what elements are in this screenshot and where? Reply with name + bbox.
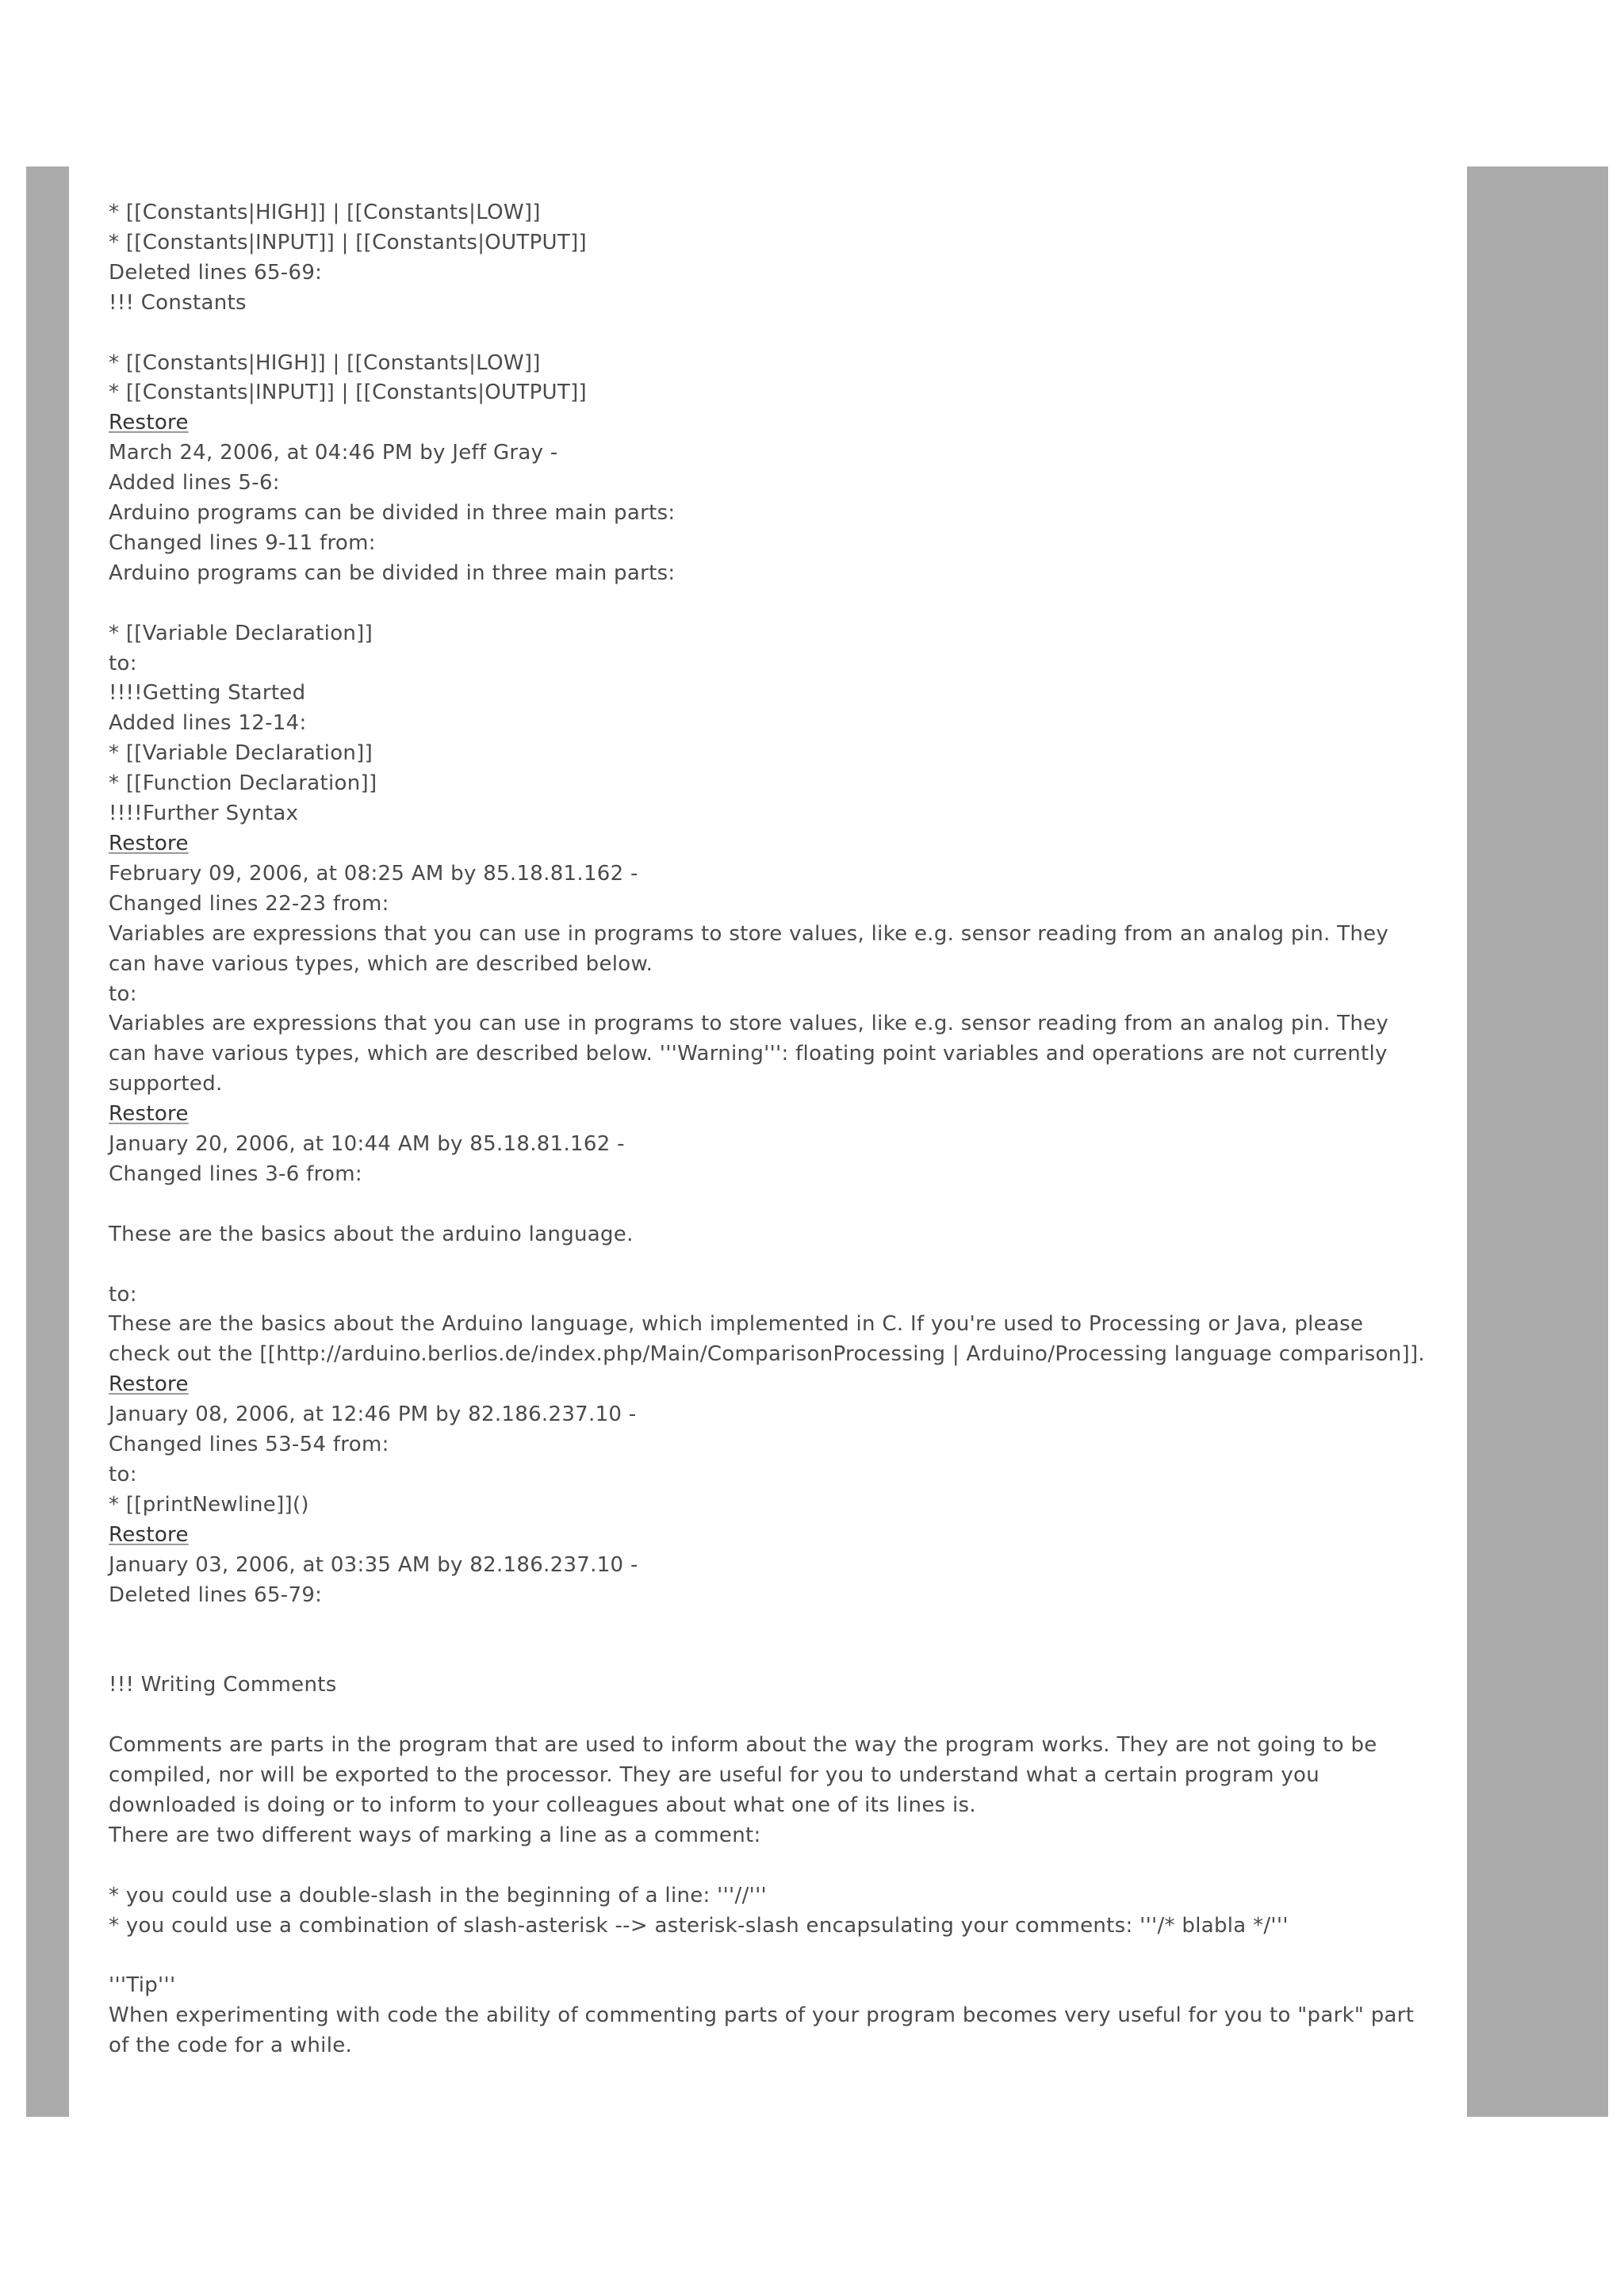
page-history-content — [109, 198, 1425, 2061]
text-line: Arduino programs can be divided in three main parts: — [109, 561, 676, 585]
text-line — [109, 1190, 1425, 1220]
text-line — [109, 1701, 1425, 1731]
text-line: !!!!Further Syntax — [109, 802, 299, 826]
text-line: * you could use a double-slash in the beginning of a line: '''//''' — [109, 1883, 767, 1908]
text-line: These are the basics about the arduino language. — [109, 1222, 634, 1246]
restore-link[interactable]: Restore — [109, 1522, 189, 1547]
text-line: !!!!Getting Started — [109, 681, 306, 706]
text-line: '''Tip''' — [109, 1973, 176, 1998]
text-line: * [[Constants|HIGH]] | [[Constants|LOW]] — [109, 201, 541, 224]
text-line: * [[printNewline]]() — [109, 1492, 309, 1517]
text-line: March 24, 2006, at 04:46 PM by Jeff Gray - — [109, 441, 558, 465]
text-line: Changed lines 3-6 from: — [109, 1161, 362, 1186]
text-line: !!! Constants — [109, 290, 247, 315]
text-line: * [[Constants|HIGH]] | [[Constants|LOW]] — [109, 350, 541, 375]
restore-line — [109, 408, 1425, 438]
text-line: Variables are expressions that you can use in programs to store values, like e.g. sensor reading from an analog pin. They can have various types, which are described below. — [109, 921, 1396, 976]
text-line: Arduino programs can be divided in three main parts: — [109, 501, 676, 526]
text-line: Changed lines 22-23 from: — [109, 891, 389, 916]
text-line: to: — [109, 982, 137, 1006]
restore-link[interactable]: Restore — [109, 411, 189, 435]
text-line: to: — [109, 1282, 137, 1307]
text-line: * [[Variable Declaration]] — [109, 741, 373, 766]
restore-line — [109, 1370, 1425, 1400]
text-line — [109, 1611, 1425, 1641]
text-line: to: — [109, 1463, 137, 1487]
text-line: * [[Function Declaration]] — [109, 771, 377, 796]
text-line: February 09, 2006, at 08:25 AM by 85.18.81.162 - — [109, 861, 638, 886]
text-line: Changed lines 53-54 from: — [109, 1433, 389, 1457]
restore-line — [109, 1521, 1425, 1551]
text-line: Added lines 5-6: — [109, 471, 280, 496]
restore-link[interactable]: Restore — [109, 1372, 189, 1397]
text-line: * you could use a combination of slash-asterisk --> asterisk-slash encapsulating your comments: '''/* blabla */''' — [109, 1913, 1289, 1938]
restore-line — [109, 829, 1425, 859]
text-line: January 20, 2006, at 10:44 AM by 85.18.81.162 - — [109, 1132, 625, 1157]
restore-link[interactable]: Restore — [109, 832, 189, 855]
text-line — [109, 589, 1425, 619]
text-line: January 08, 2006, at 12:46 PM by 82.186.237.10 - — [109, 1402, 637, 1427]
text-line — [109, 1640, 1425, 1670]
text-line: When experimenting with code the ability of commenting parts of your program becomes very useful for you to "park" part of the code for a while. — [109, 2003, 1421, 2058]
text-line: Deleted lines 65-79: — [109, 1582, 323, 1607]
text-line: January 03, 2006, at 03:35 AM by 82.186.237.10 - — [109, 1552, 638, 1577]
text-line: * [[Constants|INPUT]] | [[Constants|OUTPUT]] — [109, 381, 587, 405]
text-line: Variables are expressions that you can use in programs to store values, like e.g. sensor reading from an analog pin. They can have various types, which are described below. '''Warning''': floating point variables and operations are not currently supported. — [109, 1012, 1396, 1096]
left-sidebar-bar — [26, 166, 69, 2117]
text-line: Changed lines 9-11 from: — [109, 530, 376, 555]
text-line — [109, 1941, 1425, 1971]
right-sidebar-bar — [1467, 166, 1608, 2117]
text-line: * [[Variable Declaration]] — [109, 621, 373, 645]
text-line: !!! Writing Comments — [109, 1673, 337, 1697]
restore-line — [109, 1100, 1425, 1130]
text-line: to: — [109, 651, 137, 675]
text-line: * [[Constants|INPUT]] | [[Constants|OUTPUT]] — [109, 230, 587, 254]
text-line: These are the basics about the Arduino language, which implemented in C. If you're used to Processing or Java, please check out the [[http://arduino.berlios.de/index.php/Main/ComparisonProcessing | Arduino/Processing language comparison]]. — [109, 1312, 1425, 1367]
text-line — [109, 1250, 1425, 1280]
text-line — [109, 319, 1425, 349]
text-line: Comments are parts in the program that are used to inform about the way the program works. They are not going to be compiled, nor will be exported to the processor. They are useful for you to understand what a certain program you downloaded is doing or to inform to your colleagues about what one of its lines is. — [109, 1733, 1385, 1817]
text-line — [109, 1851, 1425, 1881]
text-line: There are two different ways of marking a line as a comment: — [109, 1823, 761, 1847]
restore-link[interactable]: Restore — [109, 1102, 189, 1127]
text-line: Added lines 12-14: — [109, 711, 307, 736]
text-line: Deleted lines 65-69: — [109, 260, 323, 285]
